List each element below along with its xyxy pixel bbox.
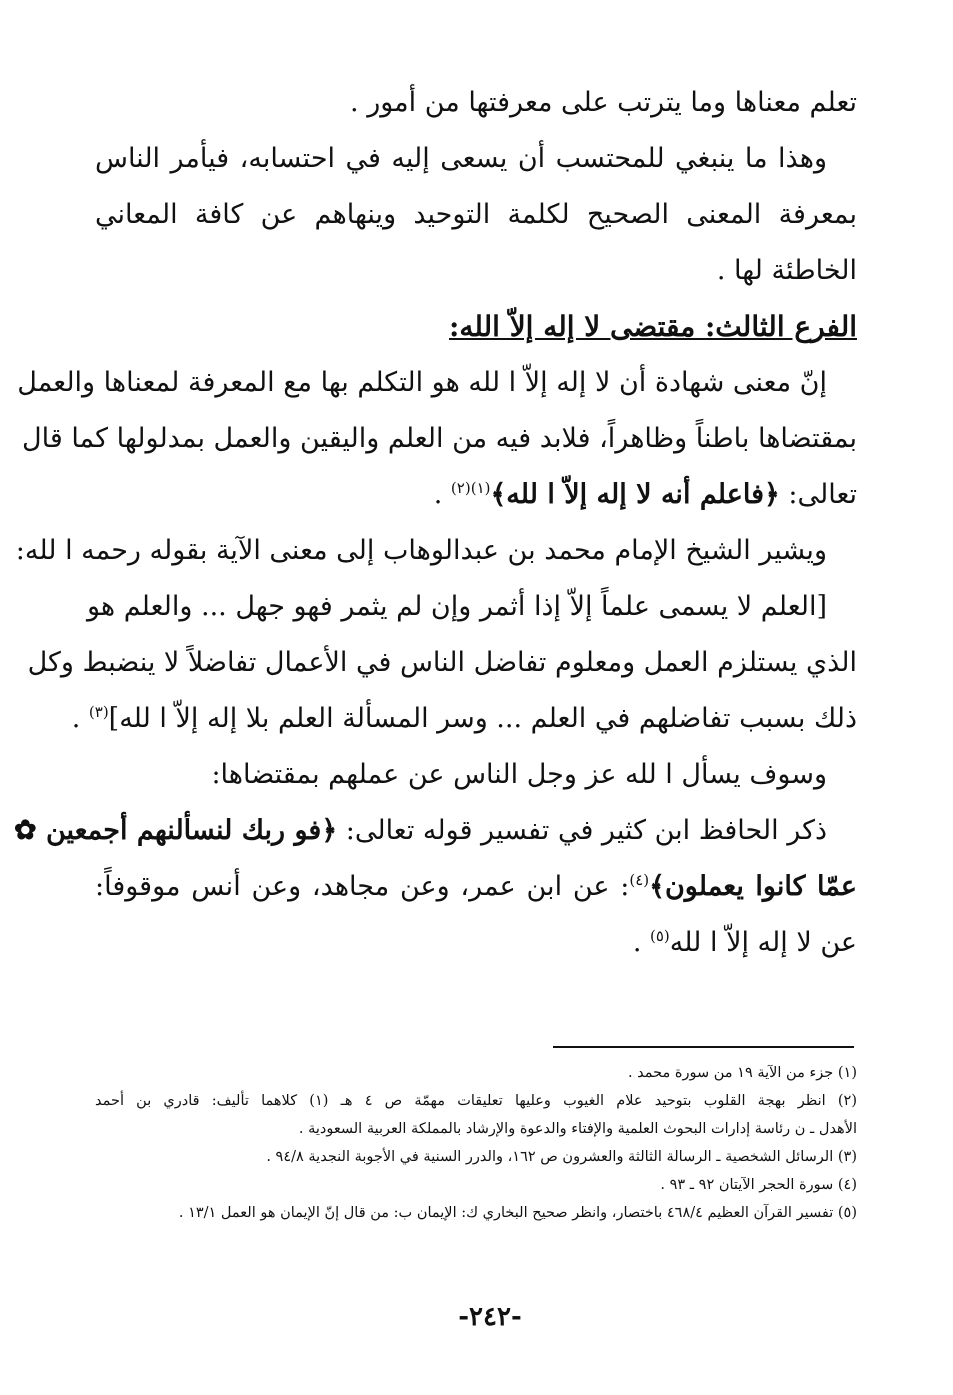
footnote: (٥) تفسير القرآن العظيم ٤٦٨/٤ باختصار، وانظر صحيح البخاري ك: الإيمان ب: من قال إنّ الإيمان هو العمل ١٣/١ . <box>178 1205 857 1221</box>
paragraph-line: وهذا ما ينبغي للمحتسب أن يسعى إليه في احتسابه، فيأمر الناس <box>95 143 827 174</box>
line-text: . <box>433 479 451 510</box>
line-text: تعالى: <box>779 479 857 510</box>
footnote: (٣) الرسائل الشخصية ـ الرسالة الثالثة والعشرون ص ١٦٢، والدرر السنية في الأجوبة النجدية ٩٤/٨ . <box>266 1149 857 1165</box>
line-text: ذكر الحافظ ابن كثير في تفسير قوله تعالى: <box>337 815 827 846</box>
line-text: . <box>71 703 89 734</box>
footnote-ref: (٣) <box>88 703 109 721</box>
paragraph-line <box>95 928 857 984</box>
footnote: (١) جزء من الآية ١٩ من سورة محمد . <box>627 1065 857 1081</box>
paragraph-line <box>95 480 857 536</box>
paragraph-line <box>95 872 857 928</box>
line-text: عن لا إله إلاّ ا لله <box>669 927 857 958</box>
quran-quote: عمّا كانوا يعملون﴾ <box>649 871 857 902</box>
paragraph-line: [العلم لا يسمى علماً إلاّ إذا أثمر وإن لم يثمر فهو جهل ... والعلم هو <box>86 591 827 622</box>
paragraph-line <box>13 815 857 872</box>
line-text: ذلك بسبب تفاضلهم في العلم ... وسر المسألة العلم بلا إله إلاّ ا لله] <box>108 703 857 734</box>
line-text: : عن ابن عمر، وعن مجاهد، وعن أنس موقوفاً: <box>95 871 630 902</box>
quran-quote: ﴿فو ربك لنسألنهم أجمعين ✿ <box>13 815 338 846</box>
paragraph-line: بمقتضاها باطناً وظاهراً، فلابد فيه من العلم واليقين والعمل بمدلولها كما قال <box>22 423 857 454</box>
page-body <box>13 87 857 984</box>
quran-quote: ﴿فاعلم أنه لا إله إلاّ ا لله﴾ <box>490 479 780 510</box>
page-number: -٢٤٢- <box>458 1302 522 1332</box>
paragraph-line: الخاطئة لها . <box>716 255 857 286</box>
footnotes <box>95 1063 857 1231</box>
footnote-ref: (٥) <box>649 927 670 945</box>
paragraph-line: بمعرفة المعنى الصحيح لكلمة التوحيد وينهاهم عن كافة المعاني <box>95 199 857 230</box>
paragraph-line: تعلم معناها وما يترتب على معرفتها من أمور . <box>350 87 857 118</box>
footnote-ref: (١)(٢) <box>450 479 491 497</box>
paragraph-line: إنّ معنى شهادة أن لا إله إلاّ ا لله هو التكلم بها مع المعرفة لمعناها والعمل <box>17 367 827 398</box>
paragraph-line: ويشير الشيخ الإمام محمد بن عبدالوهاب إلى معنى الآية بقوله رحمه ا لله: <box>15 535 827 566</box>
footnote: (٤) سورة الحجر الآيتان ٩٢ ـ ٩٣ . <box>660 1177 857 1193</box>
footnote-ref: (٤) <box>629 871 650 889</box>
section-heading: الفرع الثالث: مقتضى لا إله إلاّ الله: <box>449 310 857 343</box>
paragraph-line: الذي يستلزم العمل ومعلوم تفاضل الناس في الأعمال تفاضلاً لا ينضبط وكل <box>27 647 857 678</box>
line-text: . <box>632 927 650 958</box>
footnote-divider <box>553 1046 854 1048</box>
footnote: الأهدل ـ ن رئاسة إدارات البحوث العلمية والإفتاء والدعوة والإرشاد بالمملكة العربية السعودية . <box>298 1121 857 1137</box>
footnote: (٢) انظر بهجة القلوب بتوحيد علام الغيوب وعليها تعليقات مهمّة ص ٤ هـ (١) كلاهما تأليف: قادري بن أحمد <box>95 1093 857 1109</box>
paragraph-line: وسوف يسأل ا لله عز وجل الناس عن عملهم بمقتضاها: <box>211 759 827 790</box>
paragraph-line <box>71 703 857 760</box>
